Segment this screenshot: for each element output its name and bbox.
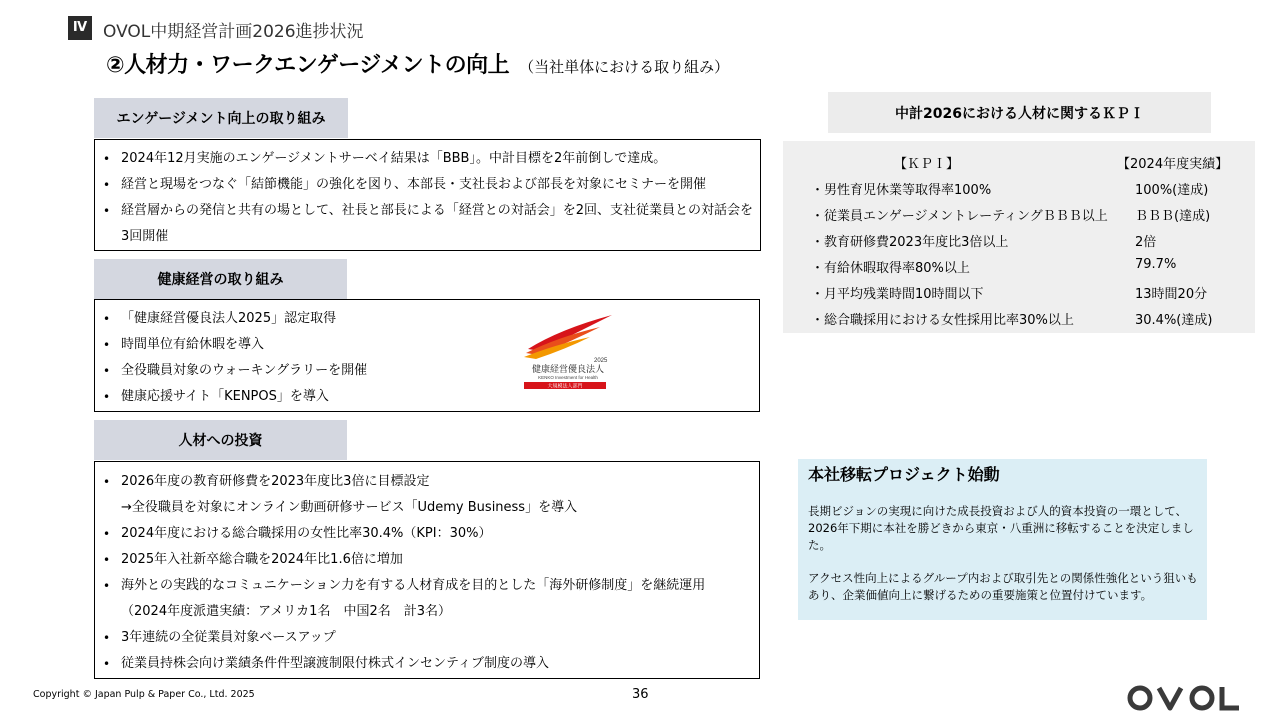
list-item-continuation: 3回開催 — [121, 229, 169, 244]
kpi-label: ・従業員エンゲージメントレーティングＢＢＢ以上 — [811, 209, 1108, 224]
list-item-continuation: →全役職員を対象にオンライン動画研修サービス「Udemy Business」を導入 — [121, 500, 578, 515]
list-item: • 健康応援サイト「KENPOS」を導入 — [103, 389, 329, 404]
health-list — [95, 306, 759, 410]
list-item: • 全役職員対象のウォーキングラリーを開催 — [103, 363, 368, 378]
copyright: Copyright © Japan Pulp & Paper Co., Ltd. 2025 — [33, 689, 255, 700]
list-item: • 「健康経営優良法人2025」認定取得 — [103, 311, 337, 326]
hq-relocation-title: 本社移転プロジェクト始動 — [808, 465, 1000, 484]
logo-text: OVOL — [1125, 684, 1128, 685]
engagement-box — [94, 139, 761, 251]
result-column-header: 【2024年度実績】 — [1117, 157, 1229, 172]
health-box — [94, 299, 760, 412]
list-item: • 従業員持株会向け業績条件件型譲渡制限付株式インセンティブ制度の導入 — [103, 656, 549, 671]
list-item: • 時間単位有給休暇を導入 — [103, 337, 265, 352]
kpi-label: ・男性育児休業等取得率100% — [811, 183, 992, 198]
award-category: 大規模法人部門 — [547, 383, 583, 390]
list-item: • 2025年入社新卒総合職を2024年比1.6倍に増加 — [103, 552, 403, 567]
kpi-label: ・月平均残業時間10時間以下 — [811, 287, 984, 302]
investment-box — [94, 461, 760, 679]
kpi-label: ・教育研修費2023年度比3倍以上 — [811, 235, 1009, 250]
kpi-row — [783, 179, 1255, 205]
kpi-row — [783, 309, 1255, 335]
page-subtitle: （当社単体における取り組み） — [519, 58, 730, 76]
award-name: 健康経営優良法人 — [531, 365, 605, 375]
kpi-row — [783, 283, 1255, 309]
list-item: • 経営層からの発信と共有の場として、社長と部長による「経営との対話会」を2回、支社従業員との対話会を — [103, 203, 754, 218]
list-item-continuation: （2024年度派遣実績：アメリカ1名 中国2名 計3名） — [121, 604, 451, 619]
page-title — [106, 48, 729, 79]
kpi-result: ＢＢＢ(達成) — [1135, 209, 1211, 224]
kpi-result: 100%(達成) — [1135, 183, 1209, 198]
page-title-text: ②人材力・ワークエンゲージメントの向上 — [106, 53, 510, 78]
hq-paragraph-1: 長期ビジョンの実現に向けた成長投資および人的資本投資の一環として、2026年下期に本社を勝どきから東京・八重洲に移転することを決定しました。 — [808, 504, 1194, 552]
ovol-logo-graphic — [1125, 684, 1243, 712]
kpi-table — [783, 141, 1255, 333]
award-swoosh-graphic — [520, 315, 616, 393]
list-item: • 海外との実践的なコミュニケーション力を有する人材育成を目的とした「海外研修制度」を継続運用 — [103, 578, 706, 593]
hq-paragraph-2: アクセス性向上によるグループ内および取引先との関係性強化という狙いもあり、企業価値向上に繋げるための重要施策と位置付けています。 — [808, 571, 1198, 602]
award-english: KENKO Investment for Health — [538, 375, 598, 380]
kpi-row — [783, 231, 1255, 257]
health-heading: 健康経営の取り組み — [94, 259, 347, 299]
kpi-label: ・有給休暇取得率80%以上 — [811, 261, 970, 276]
list-item: • 経営と現場をつなぐ「結節機能」の強化を図り、本部長・支社長および部長を対象にセミナーを開催 — [103, 177, 707, 192]
list-item: • 3年連続の全従業員対象ベースアップ — [103, 630, 336, 645]
investment-heading: 人材への投資 — [94, 420, 347, 460]
investment-list — [95, 469, 759, 677]
engagement-heading: エンゲージメント向上の取り組み — [94, 98, 348, 138]
award-year: 2025 — [594, 358, 608, 364]
list-item: • 2026年度の教育研修費を2023年度比3倍に目標設定 — [103, 474, 430, 489]
kpi-label: ・総合職採用における女性採用比率30%以上 — [811, 313, 1074, 328]
kpi-result: 30.4%(達成) — [1135, 313, 1213, 328]
breadcrumb: OVOL中期経営計画2026進捗状況 — [103, 22, 364, 42]
list-item: • 2024年度における総合職採用の女性比率30.4%（KPI：30%） — [103, 526, 492, 541]
kpi-result: 13時間20分 — [1135, 287, 1208, 302]
section-number-badge: Ⅳ — [68, 16, 92, 40]
kpi-column-header: 【ＫＰＩ】 — [894, 157, 960, 172]
kpi-title: 中計2026における人材に関するＫＰＩ — [828, 92, 1211, 133]
kpi-result: 2倍 — [1135, 235, 1157, 250]
list-item: • 2024年12月実施のエンゲージメントサーベイ結果は「BBB」。中計目標を2年前倒しで達成。 — [103, 151, 667, 166]
kpi-row — [783, 257, 1255, 283]
kpi-row — [783, 205, 1255, 231]
health-award-logo — [520, 315, 616, 393]
kpi-result: 79.7% — [1135, 257, 1177, 272]
ovol-logo — [1125, 684, 1243, 716]
engagement-list — [95, 146, 760, 250]
page-number: 36 — [632, 687, 649, 702]
